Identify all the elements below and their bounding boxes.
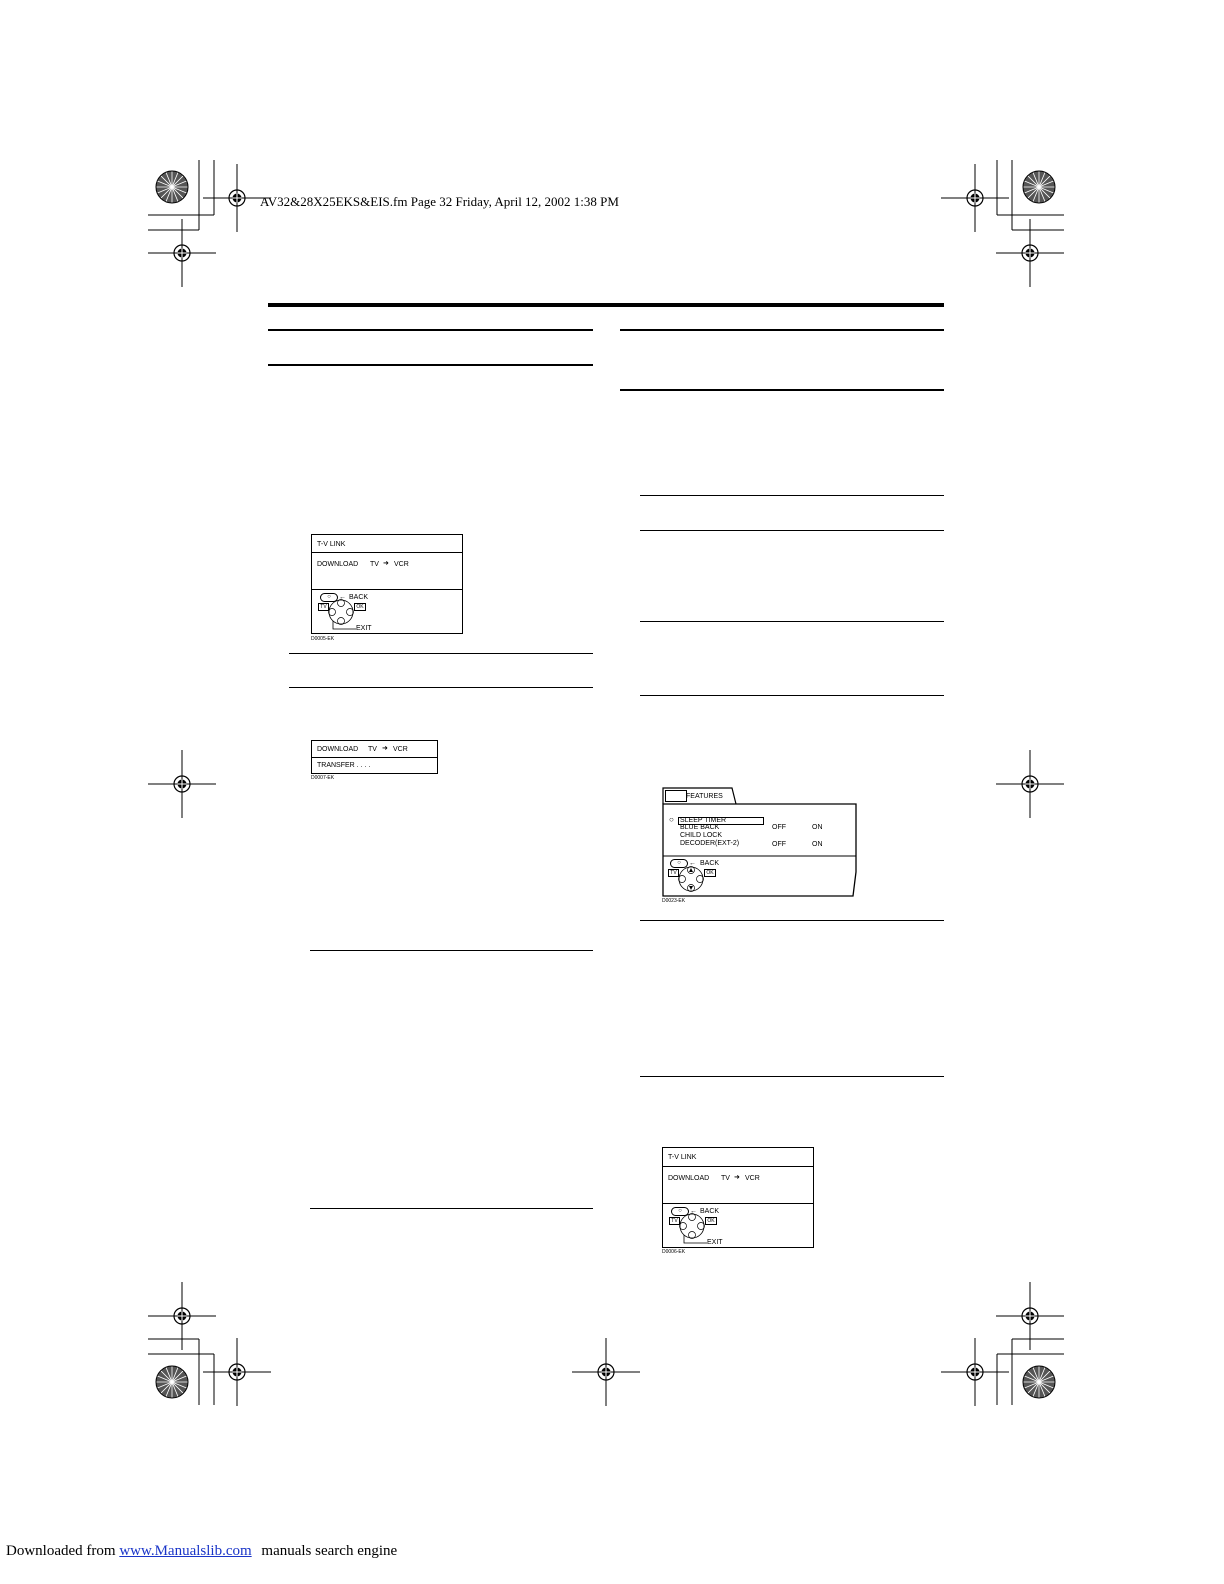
section-rule xyxy=(640,530,944,531)
figure-code: D0007-EK xyxy=(311,775,335,781)
tv-label: TV xyxy=(368,746,377,753)
ok-button: OK xyxy=(704,869,716,877)
figure-code: D0005-EK xyxy=(311,636,335,642)
arrow-right-icon: ➜ xyxy=(383,560,389,567)
arrow-right-icon: ➜ xyxy=(382,745,388,752)
registration-mark-icon xyxy=(996,219,1064,287)
ok-button: OK xyxy=(354,603,366,611)
vcr-label: VCR xyxy=(745,1175,760,1182)
tvlink-osd-screen xyxy=(662,1147,814,1248)
transfer-osd-screen xyxy=(311,740,438,774)
section-rule xyxy=(640,920,944,921)
remote-button-icon: ○ xyxy=(670,859,688,868)
back-label: BACK xyxy=(700,860,720,867)
manualslib-link[interactable]: www.Manualslib.com xyxy=(119,1543,252,1559)
star-target-icon xyxy=(156,1366,188,1398)
section-rule xyxy=(640,1076,944,1077)
tvlink-osd-screen xyxy=(311,534,463,634)
exit-label: EXIT xyxy=(356,625,372,632)
download-label: DOWNLOAD xyxy=(317,746,359,753)
blue-back-on[interactable]: ON xyxy=(812,824,823,831)
exit-label: EXIT xyxy=(707,1239,723,1246)
menu-item-sleep-timer[interactable]: SLEEP TIMER xyxy=(680,817,727,824)
tv-button: TV xyxy=(669,1217,680,1225)
registration-mark-icon xyxy=(148,219,216,287)
section-rule xyxy=(640,495,944,496)
download-footer xyxy=(6,1543,397,1560)
back-arrow-icon: ← xyxy=(339,594,346,601)
section-rule xyxy=(289,687,593,688)
back-label: BACK xyxy=(349,594,369,601)
top-rule xyxy=(268,303,944,307)
section-rule xyxy=(640,695,944,696)
vcr-label: VCR xyxy=(393,746,408,753)
back-label: BACK xyxy=(700,1208,720,1215)
selection-cursor-icon: ○ xyxy=(669,815,674,824)
dpad-icon xyxy=(677,865,705,893)
star-target-icon xyxy=(1023,1366,1055,1398)
registration-mark-icon xyxy=(203,1338,271,1406)
vcr-label: VCR xyxy=(394,561,409,568)
registration-mark-icon xyxy=(996,750,1064,818)
tv-label: TV xyxy=(721,1175,730,1182)
section-rule xyxy=(620,389,944,391)
section-rule xyxy=(310,950,593,951)
section-rule xyxy=(289,653,593,654)
arrow-right-icon: ➜ xyxy=(734,1174,740,1181)
tv-button: TV xyxy=(668,869,679,877)
registration-mark-icon xyxy=(148,750,216,818)
section-rule xyxy=(310,1208,593,1209)
decoder-on[interactable]: ON xyxy=(812,841,823,848)
tv-label: TV xyxy=(370,561,379,568)
registration-mark-icon xyxy=(941,1338,1009,1406)
star-target-icon xyxy=(156,171,188,203)
figure-code: D0006-EK xyxy=(662,1249,686,1255)
osd-title: T-V LINK xyxy=(317,541,346,548)
menu-item-decoder[interactable]: DECODER(EXT-2) xyxy=(680,840,740,847)
tv-button: TV xyxy=(318,603,329,611)
menu-item-blue-back[interactable]: BLUE BACK xyxy=(680,824,720,831)
section-rule xyxy=(640,621,944,622)
remote-button-icon: ○ xyxy=(671,1207,689,1216)
decoder-off[interactable]: OFF xyxy=(772,841,786,848)
osd-title: T-V LINK xyxy=(668,1154,697,1161)
registration-mark-icon xyxy=(996,1282,1064,1350)
features-tab-label: FEATURES xyxy=(686,793,723,800)
figure-code: D0023-EK xyxy=(662,898,686,904)
star-target-icon xyxy=(1023,171,1055,203)
features-osd-screen xyxy=(662,787,858,899)
back-arrow-icon: ← xyxy=(689,860,696,867)
features-tab-icon xyxy=(665,790,687,802)
blue-back-off[interactable]: OFF xyxy=(772,824,786,831)
section-rule xyxy=(268,329,593,331)
section-rule xyxy=(620,329,944,331)
download-label: DOWNLOAD xyxy=(317,561,359,568)
menu-item-child-lock[interactable]: CHILD LOCK xyxy=(680,832,723,839)
footer-prefix: Downloaded from xyxy=(6,1543,116,1559)
section-rule xyxy=(268,364,593,366)
ok-button: OK xyxy=(705,1217,717,1225)
transfer-status: TRANSFER . . . . xyxy=(317,762,371,769)
registration-mark-icon xyxy=(941,164,1009,232)
remote-button-icon: ○ xyxy=(320,593,338,602)
registration-mark-icon xyxy=(572,1338,640,1406)
back-arrow-icon: ← xyxy=(690,1208,697,1215)
file-info-header: AV32&28X25EKS&EIS.fm Page 32 Friday, April 12, 2002 1:38 PM xyxy=(260,194,619,209)
download-label: DOWNLOAD xyxy=(668,1175,710,1182)
footer-suffix: manuals search engine xyxy=(261,1543,398,1559)
registration-mark-icon xyxy=(148,1282,216,1350)
